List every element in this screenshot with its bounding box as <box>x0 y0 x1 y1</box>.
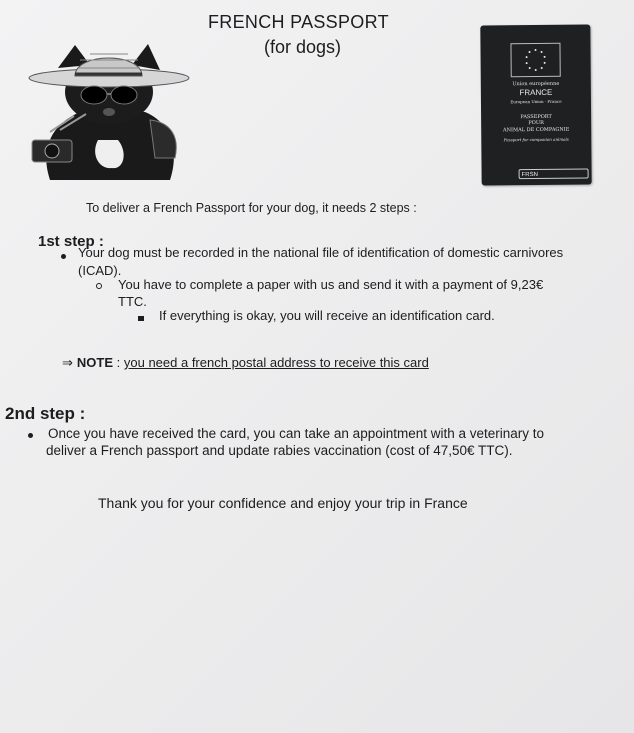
page-title-line2: (for dogs) <box>264 37 342 57</box>
step2-line1: Once you have received the card, you can take an appointment with a veterinary to <box>48 426 545 441</box>
bullet-square <box>138 316 144 321</box>
intro-text: To deliver a French Passport for your dog, it needs 2 steps : <box>86 201 417 215</box>
note-label: NOTE <box>76 355 114 370</box>
step1-line2: (ICAD). <box>78 263 122 278</box>
step1-sub-line1: You have to complete a paper with us and send it with a payment of 9,23€ <box>118 277 544 292</box>
passport-cover-image <box>480 25 591 186</box>
passport-title-line1: PASSEPORT <box>520 113 552 121</box>
step2-heading: 2nd step : <box>5 404 86 423</box>
dog-illustration <box>20 40 195 180</box>
passport-code: FRSN <box>519 169 589 180</box>
step1-sub-line2: TTC. <box>118 294 147 309</box>
bullet-disc <box>61 254 66 259</box>
note-text: you need a french postal address to receive this card <box>123 355 429 370</box>
step2-line2: deliver a French passport and update rabies vaccination (cost of 47,50€ TTC). <box>46 443 513 458</box>
note-separator: : <box>113 355 124 370</box>
bullet-disc <box>28 433 33 438</box>
passport-subtitle: Passport for companion animals <box>503 136 569 143</box>
passport-title-line3: ANIMAL DE COMPAGNIE <box>502 126 570 134</box>
bullet-circle <box>96 283 102 289</box>
eu-stars-icon <box>510 43 560 77</box>
passport-title-line2: POUR <box>528 119 544 127</box>
passport-country: FRANCE <box>519 87 553 98</box>
note-row <box>62 355 429 371</box>
passport-union-sub: European Union · France <box>510 98 562 105</box>
step1-heading: 1st step : <box>38 233 104 250</box>
step1-sub-sub-line: If everything is okay, you will receive an identification card. <box>159 308 495 323</box>
page-title-line1: FRENCH PASSPORT <box>208 12 389 32</box>
step1-line1: Your dog must be recorded in the national file of identification of domestic carnivores <box>78 245 564 260</box>
passport-union-label: Union européenne <box>512 80 560 88</box>
closing-text: Thank you for your confidence and enjoy your trip in France <box>98 495 468 511</box>
arrow-icon: ⇒ <box>62 355 73 370</box>
